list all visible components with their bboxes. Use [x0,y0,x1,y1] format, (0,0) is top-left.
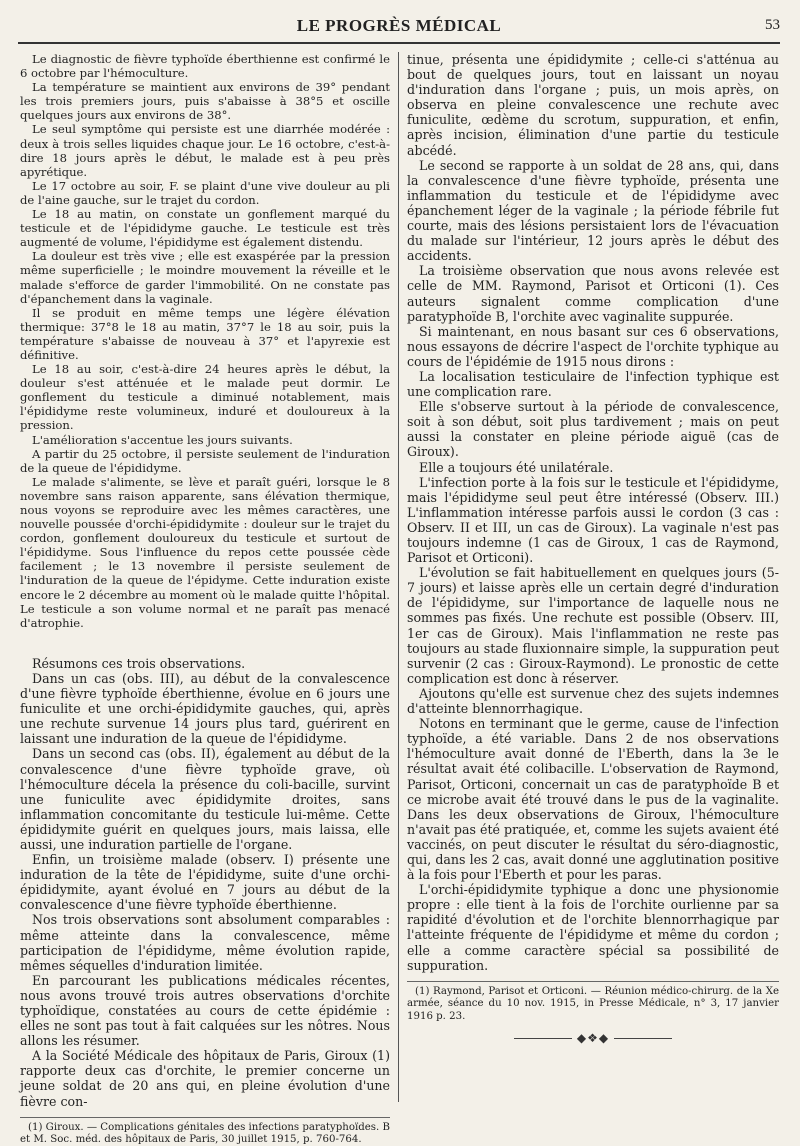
page-header [18,12,780,44]
paragraph: Le seul symptôme qui persiste est une diarrhée modérée : deux à trois selles liquides chaque jour. Le 16 octobre, c'est-à-dire 18 jours après le début, le malade est à peu près apyrétique. [20,122,390,179]
paragraph: A partir du 25 octobre, il persiste seulement de l'induration de la queue de l'épididyme. [20,446,390,475]
column-divider [398,52,399,1102]
paragraph: L'évolution se fait habituellement en quelques jours (5-7 jours) et laisse après elle un certain degré d'induration de l'épididyme, sur l'importance de laquelle nous ne sommes pas fixés. Une rechute est possible (Observ. III, 1er cas de Giroux). Mais l'inflammation ne reste pas toujours au stade fluxionnaire simple, la suppuration peut survenir (2 cas : Giroux-Raymond). Le pronostic de cette complication est donc à réserver. [407,565,779,686]
paragraph: Le diagnostic de fièvre typhoïde éberthienne est confirmé le 6 octobre par l'hémoculture. [20,52,390,81]
paragraph: La troisième observation que nous avons relevée est celle de MM. Raymond, Parisot et Orticoni (1). Ces auteurs signalent comme complication d'une paratyphoïde B, l'orchite avec vaginalite suppurée. [407,263,779,324]
paragraph: Notons en terminant que le germe, cause de l'infection typhoïde, a été variable. Dans 2 de nos observations l'hémoculture avait donné de l'Eberth, dans la 3e le résultat avait été colibacille. L'observation de Raymond, Parisot, Orticoni, concernait un cas de paratyphoïde B et ce microbe avait été trouvé dans le pus de la vaginalite. Dans les deux observations de Giroux, l'hémoculture n'avait pas été pratiquée, et, comme les sujets avaient été vaccinés, on peut discuter le résultat du séro-diagnostic, qui, dans les 2 cas, avait donné une agglutination positive à la fois pour l'Eberth et pour les paras. [407,716,779,883]
right-column [407,52,779,1046]
paragraph: Elle s'observe surtout à la période de convalescence, soit à son début, soit plus tardivement ; mais on peut aussi la constater en pleine période aiguë (cas de Giroux). [407,399,779,460]
paragraph: La douleur est très vive ; elle est exaspérée par la pression même superficielle ; le moindre mouvement la réveille et le malade s'efforce de garder l'immobilité. On ne constate pas d'épanchement dans la vaginale. [20,249,390,306]
paragraph: Nos trois observations sont absolument comparables : même atteinte dans la convalescence, même participation de l'épididyme, même évolution rapide, mêmes séquelles d'induration limitée. [20,912,390,973]
summary-text [20,656,390,1109]
paragraph: La localisation testiculaire de l'infection typhique est une complication rare. [407,368,779,400]
ornament-glyph: ◆❖◆ [576,1030,610,1045]
footnote-raymond [407,981,779,1023]
paragraph: Le 18 au soir, c'est-à-dire 24 heures après le début, la douleur s'est atténuée et le malade peut dormir. Le gonflement du testicule a diminué notablement, mais l'épididyme reste volumineux, induré et douloureux à la pression. [20,362,390,433]
paragraph: Le second se rapporte à un soldat de 28 ans, qui, dans la convalescence d'une fièvre typhoïde, présenta une inflammation du testicule et de l'épididyme avec épanchement léger de la vaginale ; la période fébrile fut courte, mais des lésions persistaient lors de l'évacuation du malade sur l'intérieur, 12 jours après le début des accidents. [407,157,779,264]
end-ornament [407,1031,779,1046]
paragraph: Si maintenant, en nous basant sur ces 6 observations, nous essayons de décrire l'aspect de l'orchite typhique au cours de l'épidémie de 1915 nous dirons : [407,323,779,369]
paragraph: Le 18 au matin, on constate un gonflement marqué du testicule et de l'épididyme gauche. Le testicule est très augmenté de volume, l'épididyme est également distendu. [20,207,390,250]
left-column [20,52,390,1146]
paragraph: Résumons ces trois observations. [32,655,246,671]
footnote-text: (1) Raymond, Parisot et Orticoni. — Réunion médico-chirurg. de la Xe armée, séance du 10 nov. 1915, in Presse Médicale, n° 3, 17 janvier 1916 p. 23. [407,985,779,1022]
paragraph: L'orchi-épididymite typhique a donc une physionomie propre : elle tient à la fois de l'orchite ourlienne par sa rapidité d'évolution et de l'orchite blennorrhagique par l'atteinte fréquente de l'épididyme et même du cordon ; elle a comme caractère spécial sa possibilité de suppuration. [407,882,779,973]
paragraph: Le 17 octobre au soir, F. se plaint d'une vive douleur au pli de l'aine gauche, sur le trajet du cordon. [20,178,390,207]
paragraph: La température se maintient aux environs de 39° pendant les trois premiers jours, puis s'abaisse à 38°5 et oscille quelques jours aux environs de 38°. [20,80,390,123]
paragraph: L'amélioration s'accentue les jours suivants. [32,432,293,447]
paragraph: Enfin, un troisième malade (observ. I) présente une induration de la tête de l'épididyme, suite d'une orchi-épididymite, ayant évolué en 7 jours au début de la convalescence d'une fièvre typhoïde éberthienne. [20,852,390,913]
page-number: 53 [765,17,780,33]
footnote-giroux [20,1117,390,1146]
paragraph: L'infection porte à la fois sur le testicule et l'épididyme, mais l'épididyme seul peut être intéressé (Observ. III.) L'inflammation intéresse parfois aussi le cordon (3 cas : Observ. II et III, un cas de Giroux). La vaginale n'est pas toujours indemne (1 cas de Giroux, 1 cas de Raymond, Parisot et Orticoni). [407,474,779,566]
paragraph: Elle a toujours été unilatérale. [419,459,614,475]
footnote-text: (1) Giroux. — Complications génitales des infections paratyphoïdes. B et M. Soc. méd. des hôpitaux de Paris, 30 juillet 1915, p. 760-764. [20,1121,390,1146]
paragraph: Le malade s'alimente, se lève et paraît guéri, lorsque le 8 novembre sans raison apparente, sans élévation thermique, nous voyons se reproduire avec les mêmes caractères, une nouvelle poussée d'orchi-épididymite : douleur sur le trajet du cordon, gonflement douloureux du testicule et surtout de l'épididyme. Sous l'influence du repos cette poussée cède facilement ; le 13 novembre il persiste seulement de l'induration de la queue de l'épidyme. Cette induration existe encore le 2 décembre au moment où le malade quitte l'hôpital. Le testicule a son volume normal et ne paraît pas menacé d'atrophie. [20,474,390,630]
paragraph: A la Société Médicale des hôpitaux de Paris, Giroux (1) rapporte deux cas d'orchite, le premier concerne un jeune soldat de 20 ans qui, en pleine évolution d'une fièvre con- [20,1048,390,1109]
paragraph: Il se produit en même temps une légère élévation thermique: 37°8 le 18 au matin, 37°7 le 18 au soir, puis la température s'abaisse de nouveau à 37° et l'apyrexie est définitive. [20,305,390,362]
paragraph: tinue, présenta une épididymite ; celle-ci s'atténua au bout de quelques jours, tout en laissant un noyau d'induration dans l'organe ; puis, un mois après, on observa en pleine convalescence une rechute avec funiculite, œdème du scrotum, suppuration, et enfin, après incision, élimination d'une partie du testicule abcédé. [407,52,779,158]
paragraph: Dans un cas (obs. III), au début de la convalescence d'une fièvre typhoïde éberthienne, évolue en 6 jours une funiculite et une orchi-épididymite gauches, qui, après une rechute survenue 14 jours plus tard, guérirent en laissant une induration de la queue de l'épididyme. [20,670,390,747]
paragraph: En parcourant les publications médicales récentes, nous avons trouvé trois autres observations d'orchite typhoïdique, constatées au cours de cette épidémie : elles ne sont pas tout à fait calquées sur les nôtres. Nous allons les résumer. [20,972,390,1049]
observation-text [20,52,390,630]
paragraph: Ajoutons qu'elle est survenue chez des sujets indemnes d'atteinte blennorrhagique. [407,685,779,717]
paragraph: Dans un second cas (obs. II), également au début de la convalescence d'une fièvre typhoïde grave, où l'hémoculture décela la présence du coli-bacille, survint une funiculite avec épididymite droites, sans inflammation concomitante du testicule lui-même. Cette épididymite guérit en quelques jours, mais laissa, elle aussi, une induration partielle de l'organe. [20,746,390,852]
running-title: LE PROGRÈS MÉDICAL [296,16,502,35]
discussion-text [407,52,779,973]
